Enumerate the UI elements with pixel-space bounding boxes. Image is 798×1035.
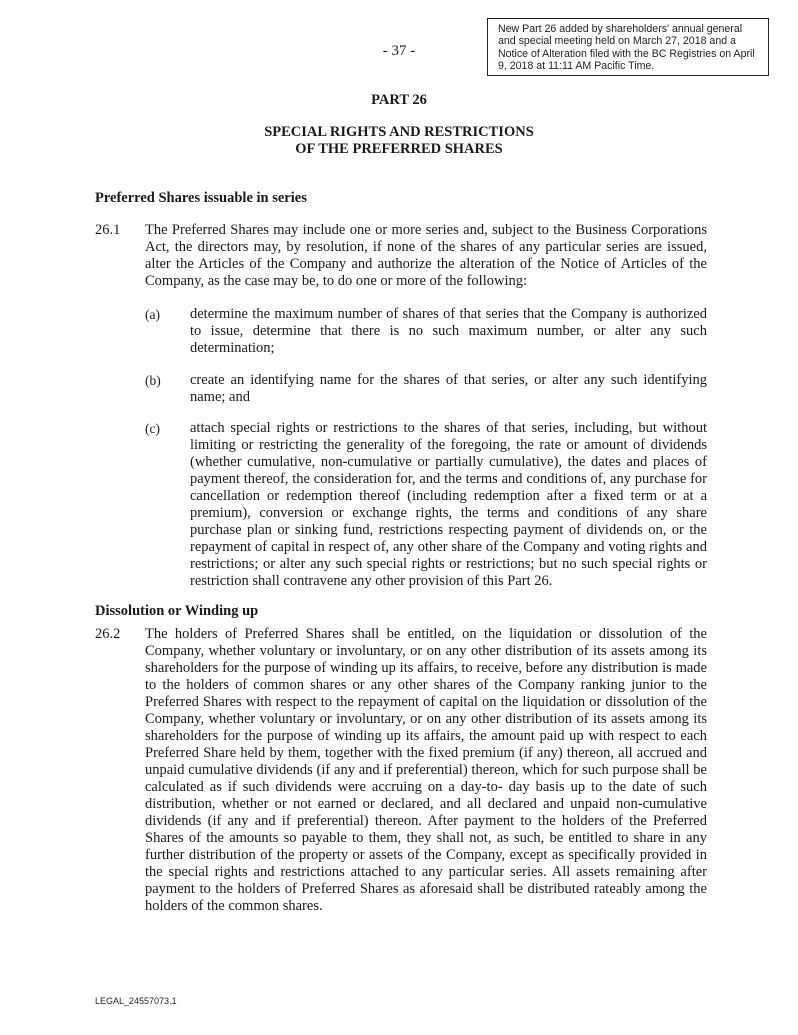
part-subtitle-line-2: OF THE PREFERRED SHARES [295,141,503,157]
item-text: create an identifying name for the shares of that series, or alter any such identifying name; and [190,372,707,405]
part-title: PART 26 [371,92,427,108]
item-label: (b) [145,373,161,388]
list-item-c [145,420,707,590]
item-label: (c) [145,421,160,436]
item-text: determine the maximum number of shares of that series that the Company is authorized to issue, determine that there is no such maximum number, or alter any such determination; [190,306,707,356]
part-subtitle [0,124,798,158]
list-item-a [145,306,707,357]
document-footer-id: LEGAL_24557073.1 [95,996,177,1006]
page-number: - 37 - [382,43,416,59]
part-subtitle-line-1: SPECIAL RIGHTS AND RESTRICTIONS [264,124,534,140]
item-text: attach special rights or restrictions to the shares of that series, including, but without limiting or restricting the generality of the foregoing, the rate or amount of dividends (whether cumulative, non-cumulative or partially cumulative), the dates and places of payment thereof, the consideration for, and the terms and conditions of, any purchase for cancellation or redemption thereof (including redemption after a fixed term or at a premium), conversion or exchange rights, the terms and conditions of any share purchase plan or sinking fund, restrictions respecting payment of dividends on, or the repayment of capital in respect of, any other share of the Company and voting rights and restrictions; or alter any such special rights or restrictions; but no such special rights or restriction shall contravene any other provision of this Part 26. [190,420,707,589]
amendment-note-box: New Part 26 added by shareholders' annual general and special meeting held on March 27, 2018 and a Notice of Alteration filed with the BC Registries on April 9, 2018 at 11:11 AM Pacific Time. [487,18,769,76]
section-text: The Preferred Shares may include one or more series and, subject to the Business Corporations Act, the directors may, by resolution, if none of the shares of any particular series are issued, alter the Articles of the Company and authorize the alteration of the Notice of Articles of the Company, as the case may be, to do one or more of the following: [145,222,707,289]
section-heading-dissolution: Dissolution or Winding up [95,603,259,619]
section-26-1 [95,222,707,290]
section-26-2 [95,626,707,915]
list-item-b [145,372,707,406]
item-label: (a) [145,307,160,322]
section-number: 26.2 [95,626,121,642]
section-heading-series: Preferred Shares issuable in series [95,190,307,206]
section-text: The holders of Preferred Shares shall be entitled, on the liquidation or dissolution of the Company, whether voluntary or involuntary, or on any other distribution of its assets among its shareholders for the purpose of winding up its affairs, to receive, before any distribution is made to the holders of common shares or any other shares of the Company ranking junior to the Preferred Shares with respect to the repayment of capital on the liquidation or dissolution of the Company, whether voluntary or involuntary, or on any other distribution of its assets among its shareholders for the purpose of winding up its affairs, the amount paid up with respect to each Preferred Share held by them, together with the fixed premium (if any) thereon, all accrued and unpaid cumulative dividends (if any and if preferential) thereon, which for such purpose shall be calculated as if such dividends were accruing on a day-to- day basis up to the date of such distribution, whether or not earned or declared, and all declared and unpaid non-cumulative dividends (if any and if preferential) thereon. After payment to the holders of the Preferred Shares of the amounts so payable to them, they shall not, as such, be entitled to share in any further distribution of the property or assets of the Company, except as specifically provided in the special rights and restrictions attached to any particular series. All assets remaining after payment to the holders of Preferred Shares as aforesaid shall be distributed rateably among the holders of the common shares. [145,626,707,914]
section-number: 26.1 [95,222,121,238]
